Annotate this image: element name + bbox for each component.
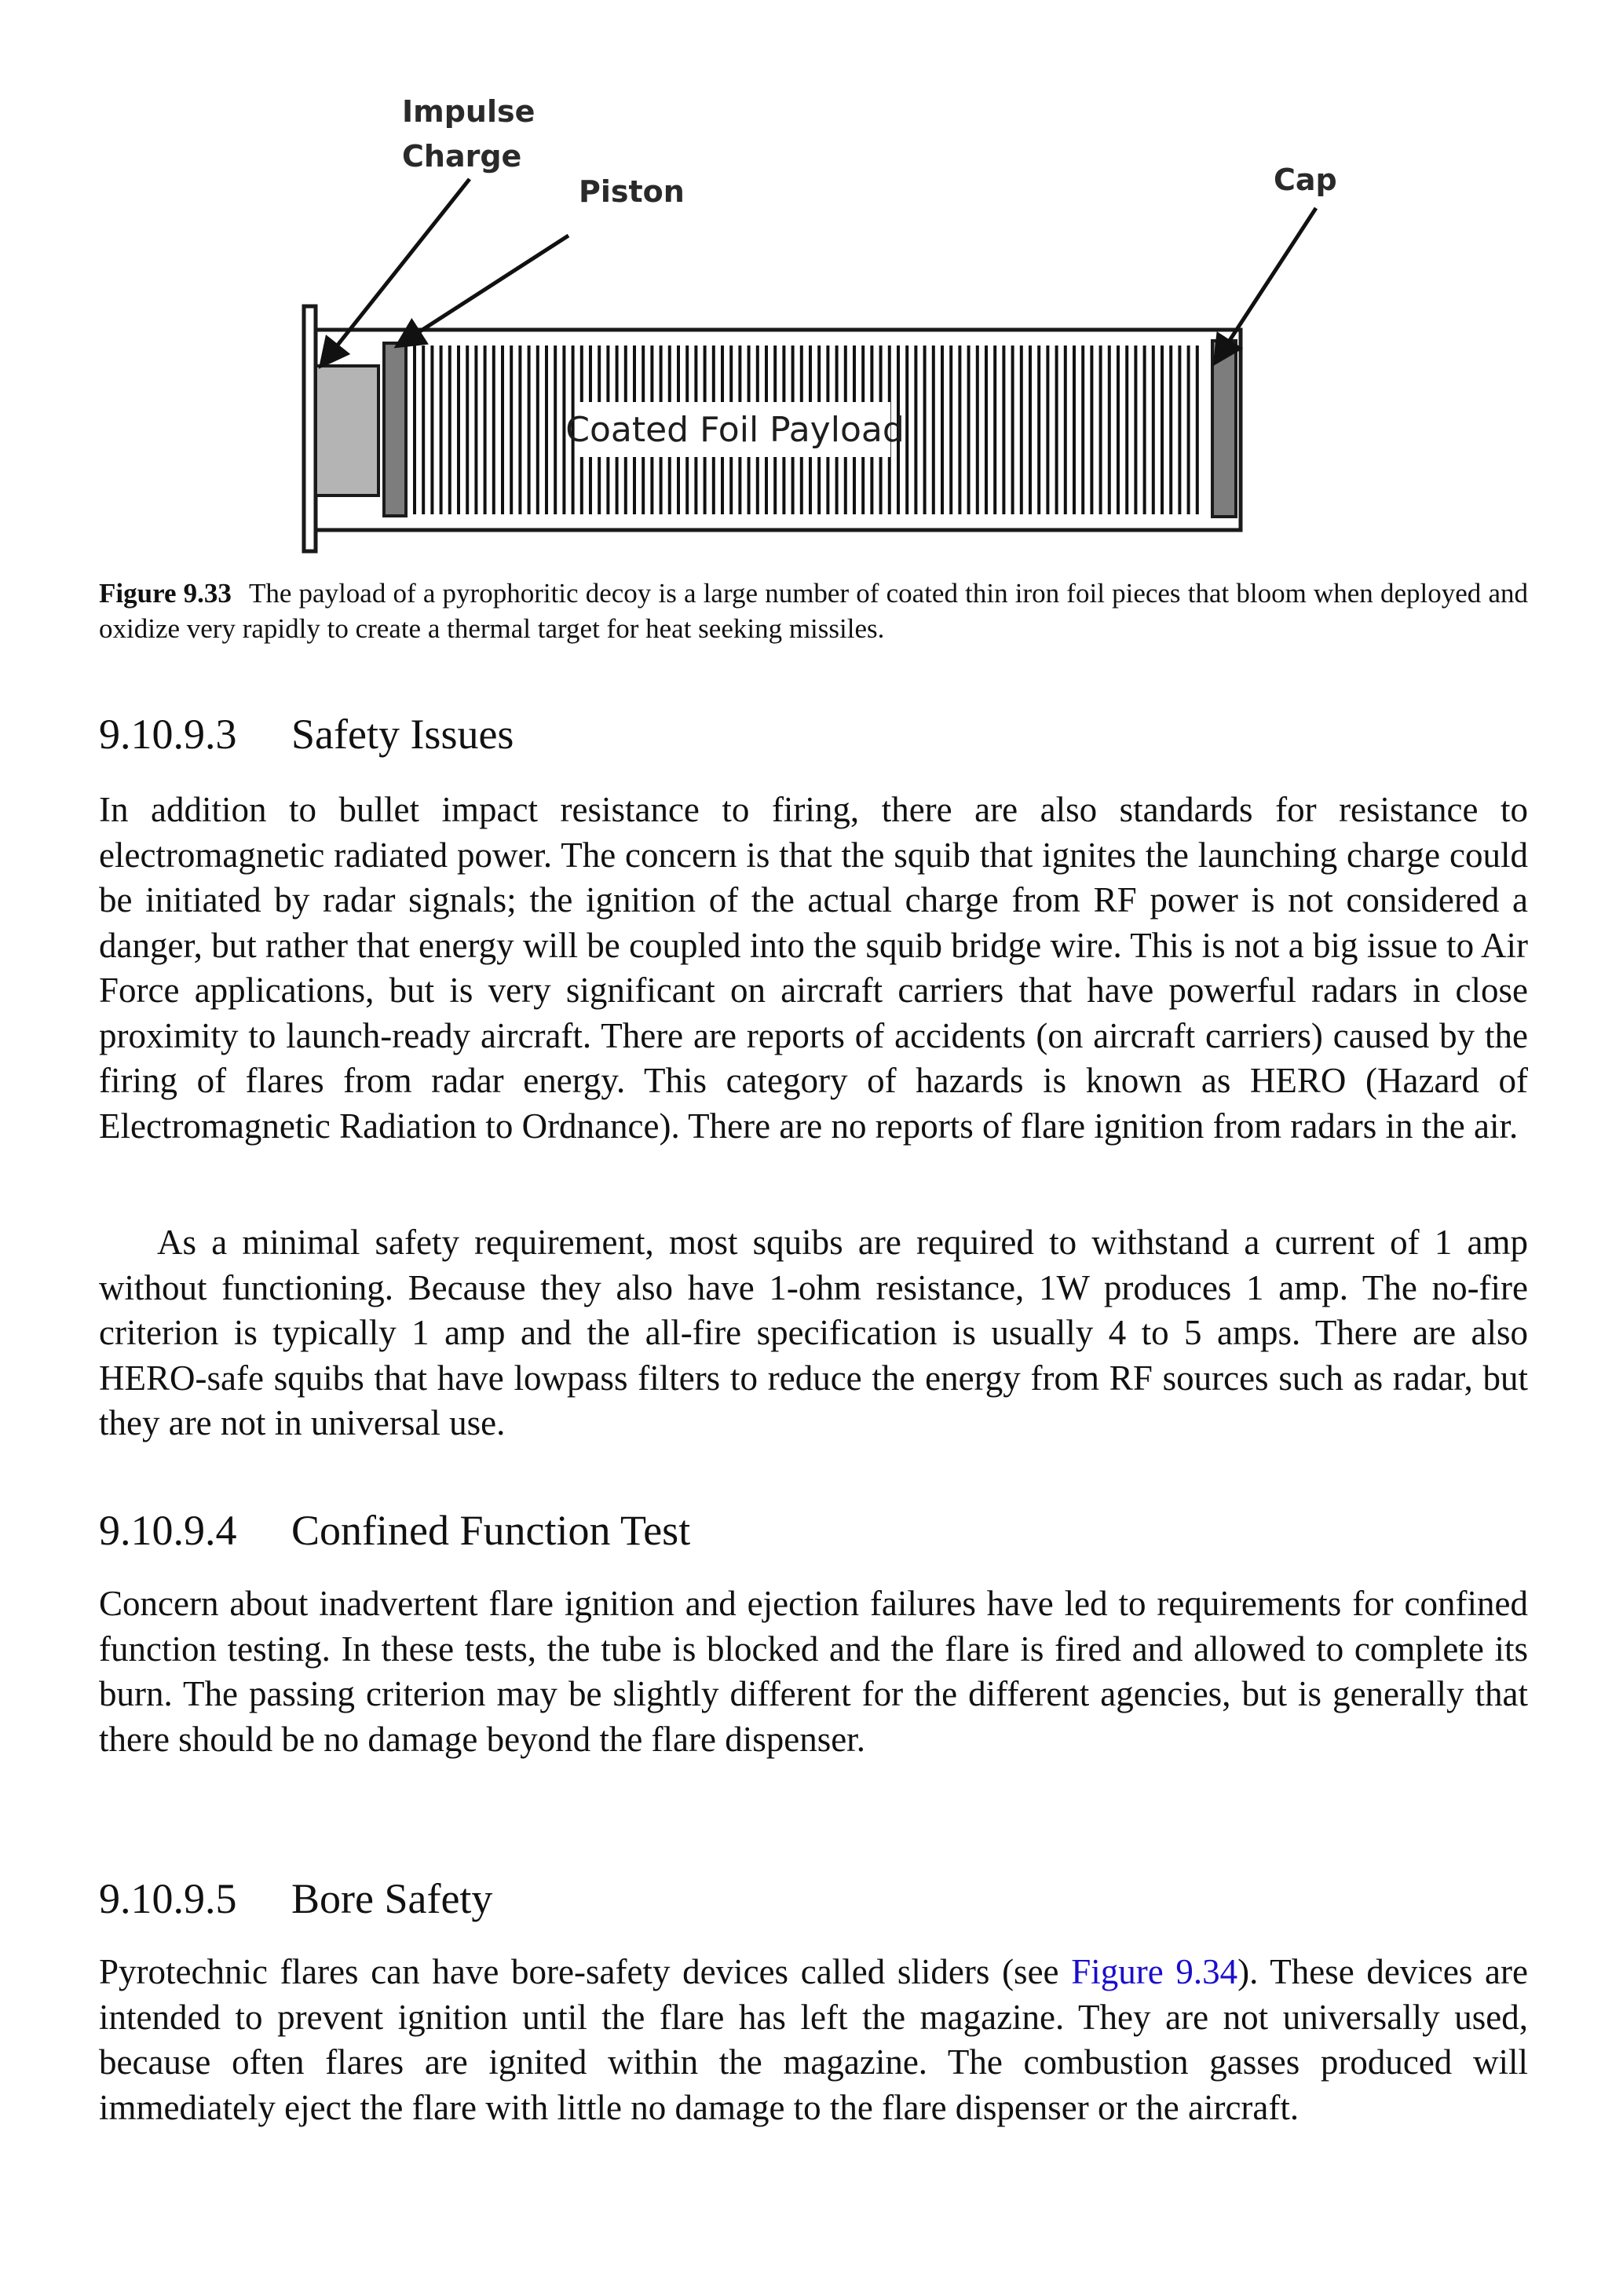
- paragraph: [99, 1950, 1528, 2130]
- section-number: 9.10.9.4: [99, 1507, 237, 1554]
- paragraph: In addition to bullet impact resistance to firing, there are also standards for resistance to electromagnetic radiated power. The concern is that the squib that ignites the launching charge could be initiated by radar signals; the ignition of the actual charge from RF power is not considered a danger, but rather that energy will be coupled into the squib bridge wire. This is not a big issue to Air Force applications, but is very significant on aircraft carriers that have powerful radars in close proximity to launch-ready aircraft. There are reports of accidents (on aircraft carriers) caused by the firing of flares from radar energy. This category of hazards is known as HERO (Hazard of Electromagnetic Radiation to Ordnance). There are no reports of flare ignition from radars in the air.: [99, 790, 1528, 1146]
- figure-caption: [99, 576, 1528, 646]
- section-title: Bore Safety: [291, 1875, 493, 1922]
- piston-label: Piston: [579, 174, 685, 209]
- section-number: 9.10.9.5: [99, 1875, 237, 1922]
- caption-number: Figure 9.33: [99, 578, 232, 609]
- piston-block: [384, 343, 406, 516]
- figure-9-34-link[interactable]: Figure 9.34: [1071, 1952, 1238, 1991]
- caption-text: The payload of a pyrophoritic decoy is a large number of coated thin iron foil pieces that bloom when deployed and oxidize very rapidly to create a thermal target for heat seeking missiles.: [99, 578, 1528, 644]
- paragraph-text: Pyrotechnic flares can have bore-safety devices called sliders (see: [99, 1952, 1072, 1991]
- payload-label: Coated Foil Payload: [565, 410, 905, 450]
- paragraph: Concern about inadvertent flare ignition and ejection failures have led to requirements for confined function testing. In these tests, the tube is blocked and the flare is fired and allowed to complete its burn. The passing criterion may be slightly different for the different agencies, but is generally that there should be no damage beyond the flare dispenser.: [99, 1584, 1528, 1759]
- paragraph: As a minimal safety requirement, most squibs are required to withstand a current of 1 amp without functioning. Because they also have 1-ohm resistance, 1W produces 1 amp. The no-fire criterion is typically 1 amp and the all-fire specification is usually 4 to 5 amps. There are also HERO-safe squibs that have lowpass filters to reduce the energy from RF sources such as radar, but they are not in universal use.: [99, 1223, 1528, 1442]
- impulse-label-line2: Charge: [402, 139, 522, 174]
- section-heading-confined-function-test: [99, 1505, 690, 1556]
- section-heading-safety-issues: [99, 709, 514, 759]
- impulse-label-line1: Impulse: [402, 94, 536, 129]
- impulse-charge-block: [316, 366, 378, 495]
- tube-flange: [304, 306, 316, 551]
- cap-block: [1212, 341, 1236, 517]
- paragraph-text: ). These devices are intended to prevent ignition until the flare has left the magazine. They are not universally used, because often flares are ignited within the magazine. The combustion gasses produced will immediately eject the flare with little no damage to the flare dispenser or the aircraft.: [99, 1952, 1528, 2127]
- section-title: Confined Function Test: [291, 1507, 691, 1554]
- impulse-arrow: [324, 179, 470, 363]
- cap-label: Cap: [1274, 163, 1337, 197]
- pyrophoric-decoy-diagram: [283, 79, 1351, 565]
- figure-9-33: [283, 79, 1351, 565]
- piston-arrow: [400, 236, 568, 344]
- section-heading-bore-safety: [99, 1874, 492, 1924]
- section-title: Safety Issues: [291, 711, 514, 758]
- section-number: 9.10.9.3: [99, 711, 237, 758]
- cap-arrow: [1217, 208, 1316, 360]
